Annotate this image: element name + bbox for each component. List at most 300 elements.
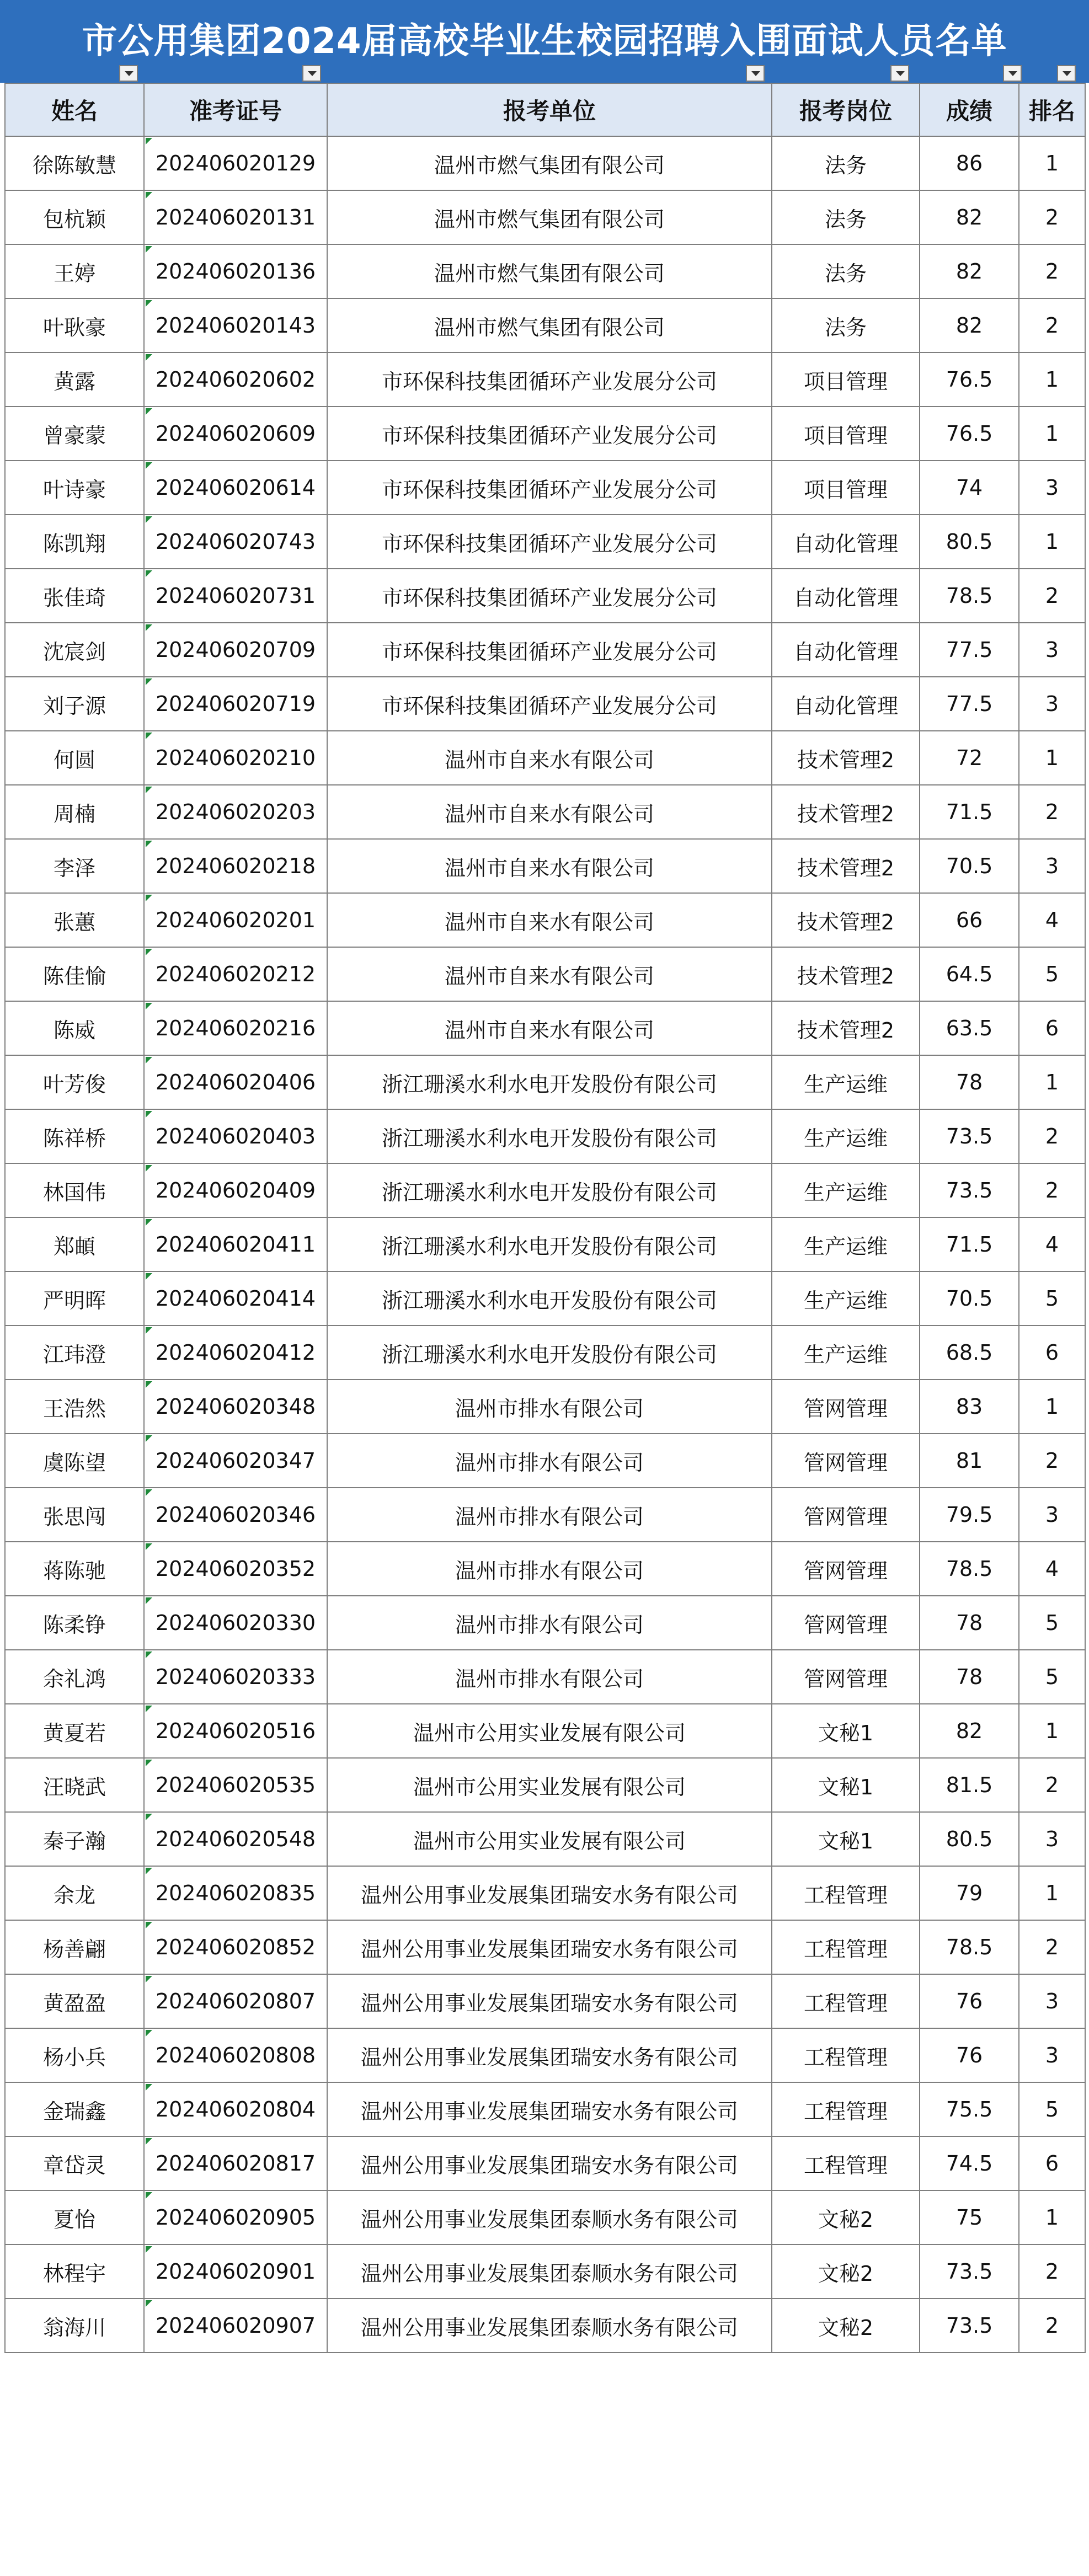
cell-name[interactable]: 张蕙 [5, 893, 144, 947]
cell-position[interactable]: 自动化管理 [772, 623, 920, 677]
cell-position[interactable]: 技术管理2 [772, 731, 920, 785]
table-row[interactable] [5, 1596, 1085, 1650]
cell-name[interactable]: 王婷 [5, 244, 144, 298]
table-row[interactable] [5, 1434, 1085, 1488]
cell-score[interactable]: 80.5 [920, 1812, 1019, 1866]
cell-rank[interactable]: 3 [1019, 677, 1085, 731]
cell-exam-id[interactable]: 202406020602 [144, 352, 327, 407]
cell-name[interactable]: 金瑞鑫 [5, 2082, 144, 2136]
cell-exam-id[interactable]: 202406020412 [144, 1326, 327, 1380]
cell-name[interactable]: 刘子源 [5, 677, 144, 731]
table-row[interactable] [5, 1758, 1085, 1812]
cell-exam-id[interactable]: 202406020535 [144, 1758, 327, 1812]
cell-name[interactable]: 林程宇 [5, 2244, 144, 2299]
cell-exam-id[interactable]: 202406020804 [144, 2082, 327, 2136]
cell-unit[interactable]: 浙江珊溪水利水电开发股份有限公司 [327, 1217, 772, 1271]
cell-exam-id[interactable]: 202406020719 [144, 677, 327, 731]
cell-position[interactable]: 管网管理 [772, 1650, 920, 1704]
cell-exam-id[interactable]: 202406020852 [144, 1920, 327, 1974]
cell-score[interactable]: 78 [920, 1055, 1019, 1109]
cell-exam-id[interactable]: 202406020901 [144, 2244, 327, 2299]
table-row[interactable] [5, 461, 1085, 515]
cell-unit[interactable]: 温州市公用实业发展有限公司 [327, 1812, 772, 1866]
cell-exam-id[interactable]: 202406020348 [144, 1380, 327, 1434]
cell-unit[interactable]: 温州公用事业发展集团瑞安水务有限公司 [327, 2136, 772, 2190]
cell-unit[interactable]: 市环保科技集团循环产业发展分公司 [327, 623, 772, 677]
cell-score[interactable]: 73.5 [920, 1109, 1019, 1163]
cell-unit[interactable]: 温州市自来水有限公司 [327, 947, 772, 1001]
cell-position[interactable]: 生产运维 [772, 1109, 920, 1163]
table-row[interactable] [5, 244, 1085, 298]
cell-exam-id[interactable]: 202406020548 [144, 1812, 327, 1866]
table-row[interactable] [5, 136, 1085, 190]
cell-unit[interactable]: 温州公用事业发展集团泰顺水务有限公司 [327, 2244, 772, 2299]
cell-position[interactable]: 文秘2 [772, 2190, 920, 2244]
cell-name[interactable]: 郑頔 [5, 1217, 144, 1271]
cell-position[interactable]: 生产运维 [772, 1326, 920, 1380]
cell-name[interactable]: 李泽 [5, 839, 144, 893]
cell-score[interactable]: 78 [920, 1596, 1019, 1650]
table-row[interactable] [5, 623, 1085, 677]
cell-rank[interactable]: 2 [1019, 569, 1085, 623]
cell-position[interactable]: 工程管理 [772, 2082, 920, 2136]
table-row[interactable] [5, 298, 1085, 352]
cell-rank[interactable]: 3 [1019, 1812, 1085, 1866]
cell-score[interactable]: 76.5 [920, 407, 1019, 461]
cell-rank[interactable]: 6 [1019, 2136, 1085, 2190]
cell-position[interactable]: 文秘1 [772, 1704, 920, 1758]
cell-exam-id[interactable]: 202406020808 [144, 2028, 327, 2082]
filter-dropdown-score-icon[interactable] [1003, 65, 1022, 82]
cell-exam-id[interactable]: 202406020406 [144, 1055, 327, 1109]
cell-rank[interactable]: 3 [1019, 623, 1085, 677]
cell-unit[interactable]: 温州市自来水有限公司 [327, 839, 772, 893]
table-row[interactable] [5, 893, 1085, 947]
cell-unit[interactable]: 温州市排水有限公司 [327, 1434, 772, 1488]
cell-unit[interactable]: 温州市排水有限公司 [327, 1650, 772, 1704]
table-row[interactable] [5, 2190, 1085, 2244]
cell-score[interactable]: 74 [920, 461, 1019, 515]
cell-score[interactable]: 73.5 [920, 2299, 1019, 2353]
cell-name[interactable]: 张思闯 [5, 1488, 144, 1542]
cell-exam-id[interactable]: 202406020136 [144, 244, 327, 298]
cell-score[interactable]: 63.5 [920, 1001, 1019, 1055]
cell-exam-id[interactable]: 202406020352 [144, 1542, 327, 1596]
cell-unit[interactable]: 浙江珊溪水利水电开发股份有限公司 [327, 1326, 772, 1380]
cell-position[interactable]: 法务 [772, 190, 920, 244]
cell-rank[interactable]: 1 [1019, 1055, 1085, 1109]
cell-position[interactable]: 自动化管理 [772, 569, 920, 623]
cell-rank[interactable]: 2 [1019, 2299, 1085, 2353]
cell-unit[interactable]: 温州市自来水有限公司 [327, 1001, 772, 1055]
cell-position[interactable]: 技术管理2 [772, 1001, 920, 1055]
cell-unit[interactable]: 温州市公用实业发展有限公司 [327, 1758, 772, 1812]
cell-unit[interactable]: 温州公用事业发展集团瑞安水务有限公司 [327, 2028, 772, 2082]
table-row[interactable] [5, 1488, 1085, 1542]
table-row[interactable] [5, 407, 1085, 461]
cell-name[interactable]: 王浩然 [5, 1380, 144, 1434]
cell-position[interactable]: 项目管理 [772, 461, 920, 515]
column-header-unit[interactable]: 报考单位 [327, 83, 772, 136]
cell-name[interactable]: 严明晖 [5, 1271, 144, 1326]
cell-score[interactable]: 82 [920, 190, 1019, 244]
table-row[interactable] [5, 1866, 1085, 1920]
cell-unit[interactable]: 温州市燃气集团有限公司 [327, 190, 772, 244]
table-row[interactable] [5, 1217, 1085, 1271]
cell-position[interactable]: 自动化管理 [772, 515, 920, 569]
cell-unit[interactable]: 浙江珊溪水利水电开发股份有限公司 [327, 1271, 772, 1326]
cell-exam-id[interactable]: 202406020129 [144, 136, 327, 190]
table-row[interactable] [5, 1812, 1085, 1866]
cell-name[interactable]: 余礼鸿 [5, 1650, 144, 1704]
cell-name[interactable]: 蒋陈驰 [5, 1542, 144, 1596]
cell-exam-id[interactable]: 202406020333 [144, 1650, 327, 1704]
cell-name[interactable]: 叶耿豪 [5, 298, 144, 352]
cell-name[interactable]: 陈佳愉 [5, 947, 144, 1001]
cell-name[interactable]: 黄盈盈 [5, 1974, 144, 2028]
cell-name[interactable]: 杨善翩 [5, 1920, 144, 1974]
cell-rank[interactable]: 5 [1019, 1650, 1085, 1704]
cell-position[interactable]: 管网管理 [772, 1434, 920, 1488]
cell-exam-id[interactable]: 202406020210 [144, 731, 327, 785]
table-row[interactable] [5, 1380, 1085, 1434]
cell-position[interactable]: 文秘2 [772, 2299, 920, 2353]
cell-rank[interactable]: 1 [1019, 352, 1085, 407]
cell-rank[interactable]: 2 [1019, 298, 1085, 352]
cell-exam-id[interactable]: 202406020203 [144, 785, 327, 839]
cell-rank[interactable]: 1 [1019, 2190, 1085, 2244]
cell-exam-id[interactable]: 202406020807 [144, 1974, 327, 2028]
column-header-score[interactable]: 成绩 [920, 83, 1019, 136]
cell-name[interactable]: 汪晓武 [5, 1758, 144, 1812]
cell-rank[interactable]: 2 [1019, 1758, 1085, 1812]
cell-unit[interactable]: 温州市自来水有限公司 [327, 893, 772, 947]
cell-name[interactable]: 江玮澄 [5, 1326, 144, 1380]
cell-position[interactable]: 项目管理 [772, 352, 920, 407]
cell-unit[interactable]: 温州市排水有限公司 [327, 1488, 772, 1542]
cell-unit[interactable]: 市环保科技集团循环产业发展分公司 [327, 515, 772, 569]
cell-exam-id[interactable]: 202406020731 [144, 569, 327, 623]
cell-unit[interactable]: 温州市燃气集团有限公司 [327, 244, 772, 298]
cell-exam-id[interactable]: 202406020212 [144, 947, 327, 1001]
cell-rank[interactable]: 5 [1019, 2082, 1085, 2136]
cell-score[interactable]: 82 [920, 244, 1019, 298]
cell-score[interactable]: 76 [920, 1974, 1019, 2028]
cell-position[interactable]: 法务 [772, 136, 920, 190]
cell-position[interactable]: 自动化管理 [772, 677, 920, 731]
filter-dropdown-position-icon[interactable] [890, 65, 909, 82]
cell-rank[interactable]: 4 [1019, 1217, 1085, 1271]
cell-score[interactable]: 82 [920, 298, 1019, 352]
cell-unit[interactable]: 浙江珊溪水利水电开发股份有限公司 [327, 1055, 772, 1109]
cell-exam-id[interactable]: 202406020907 [144, 2299, 327, 2353]
cell-rank[interactable]: 1 [1019, 515, 1085, 569]
cell-rank[interactable]: 3 [1019, 461, 1085, 515]
cell-score[interactable]: 75 [920, 2190, 1019, 2244]
cell-rank[interactable]: 2 [1019, 244, 1085, 298]
table-row[interactable] [5, 515, 1085, 569]
cell-position[interactable]: 技术管理2 [772, 839, 920, 893]
cell-score[interactable]: 80.5 [920, 515, 1019, 569]
cell-name[interactable]: 陈祥桥 [5, 1109, 144, 1163]
column-header-exam-id[interactable]: 准考证号 [144, 83, 327, 136]
cell-rank[interactable]: 3 [1019, 1488, 1085, 1542]
cell-exam-id[interactable]: 202406020201 [144, 893, 327, 947]
cell-exam-id[interactable]: 202406020817 [144, 2136, 327, 2190]
table-row[interactable] [5, 352, 1085, 407]
cell-rank[interactable]: 6 [1019, 1326, 1085, 1380]
cell-unit[interactable]: 温州市燃气集团有限公司 [327, 136, 772, 190]
cell-exam-id[interactable]: 202406020346 [144, 1488, 327, 1542]
cell-rank[interactable]: 2 [1019, 1920, 1085, 1974]
cell-name[interactable]: 包杭颖 [5, 190, 144, 244]
cell-score[interactable]: 81 [920, 1434, 1019, 1488]
table-row[interactable] [5, 1271, 1085, 1326]
candidate-table [4, 83, 1086, 2353]
cell-rank[interactable]: 1 [1019, 731, 1085, 785]
cell-unit[interactable]: 温州公用事业发展集团瑞安水务有限公司 [327, 1974, 772, 2028]
cell-unit[interactable]: 温州市燃气集团有限公司 [327, 298, 772, 352]
cell-unit[interactable]: 浙江珊溪水利水电开发股份有限公司 [327, 1163, 772, 1217]
cell-score[interactable]: 82 [920, 1704, 1019, 1758]
cell-unit[interactable]: 市环保科技集团循环产业发展分公司 [327, 677, 772, 731]
cell-name[interactable]: 林国伟 [5, 1163, 144, 1217]
cell-exam-id[interactable]: 202406020403 [144, 1109, 327, 1163]
table-row[interactable] [5, 2299, 1085, 2353]
table-row[interactable] [5, 947, 1085, 1001]
cell-position[interactable]: 技术管理2 [772, 785, 920, 839]
table-row[interactable] [5, 1650, 1085, 1704]
cell-position[interactable]: 法务 [772, 298, 920, 352]
cell-position[interactable]: 文秘1 [772, 1758, 920, 1812]
cell-position[interactable]: 法务 [772, 244, 920, 298]
table-row[interactable] [5, 1055, 1085, 1109]
table-row[interactable] [5, 2136, 1085, 2190]
cell-position[interactable]: 工程管理 [772, 1920, 920, 1974]
cell-name[interactable]: 陈柔铮 [5, 1596, 144, 1650]
cell-position[interactable]: 工程管理 [772, 1866, 920, 1920]
cell-name[interactable]: 曾豪蒙 [5, 407, 144, 461]
cell-rank[interactable]: 5 [1019, 947, 1085, 1001]
cell-unit[interactable]: 市环保科技集团循环产业发展分公司 [327, 461, 772, 515]
column-header-name[interactable]: 姓名 [5, 83, 144, 136]
cell-exam-id[interactable]: 202406020614 [144, 461, 327, 515]
cell-unit[interactable]: 温州市自来水有限公司 [327, 785, 772, 839]
cell-unit[interactable]: 市环保科技集团循环产业发展分公司 [327, 407, 772, 461]
cell-position[interactable]: 生产运维 [772, 1271, 920, 1326]
cell-name[interactable]: 黄夏若 [5, 1704, 144, 1758]
filter-dropdown-unit-icon[interactable] [746, 65, 765, 82]
cell-name[interactable]: 杨小兵 [5, 2028, 144, 2082]
cell-name[interactable]: 余龙 [5, 1866, 144, 1920]
cell-name[interactable]: 徐陈敏慧 [5, 136, 144, 190]
cell-unit[interactable]: 温州公用事业发展集团泰顺水务有限公司 [327, 2299, 772, 2353]
table-row[interactable] [5, 1326, 1085, 1380]
cell-score[interactable]: 71.5 [920, 785, 1019, 839]
cell-name[interactable]: 虞陈望 [5, 1434, 144, 1488]
cell-position[interactable]: 管网管理 [772, 1380, 920, 1434]
cell-rank[interactable]: 2 [1019, 1434, 1085, 1488]
cell-name[interactable]: 黄露 [5, 352, 144, 407]
cell-name[interactable]: 夏怡 [5, 2190, 144, 2244]
cell-position[interactable]: 生产运维 [772, 1163, 920, 1217]
cell-score[interactable]: 76 [920, 2028, 1019, 2082]
cell-exam-id[interactable]: 202406020516 [144, 1704, 327, 1758]
table-row[interactable] [5, 1704, 1085, 1758]
cell-exam-id[interactable]: 202406020347 [144, 1434, 327, 1488]
table-row[interactable] [5, 1542, 1085, 1596]
cell-name[interactable]: 何圆 [5, 731, 144, 785]
cell-exam-id[interactable]: 202406020835 [144, 1866, 327, 1920]
cell-rank[interactable]: 2 [1019, 2244, 1085, 2299]
cell-unit[interactable]: 温州公用事业发展集团瑞安水务有限公司 [327, 1920, 772, 1974]
cell-unit[interactable]: 温州市自来水有限公司 [327, 731, 772, 785]
cell-exam-id[interactable]: 202406020330 [144, 1596, 327, 1650]
cell-position[interactable]: 生产运维 [772, 1217, 920, 1271]
cell-position[interactable]: 管网管理 [772, 1488, 920, 1542]
cell-name[interactable]: 陈威 [5, 1001, 144, 1055]
table-row[interactable] [5, 569, 1085, 623]
cell-position[interactable]: 项目管理 [772, 407, 920, 461]
cell-score[interactable]: 70.5 [920, 839, 1019, 893]
cell-unit[interactable]: 浙江珊溪水利水电开发股份有限公司 [327, 1109, 772, 1163]
cell-score[interactable]: 75.5 [920, 2082, 1019, 2136]
cell-rank[interactable]: 2 [1019, 190, 1085, 244]
cell-exam-id[interactable]: 202406020409 [144, 1163, 327, 1217]
cell-rank[interactable]: 2 [1019, 785, 1085, 839]
table-row[interactable] [5, 190, 1085, 244]
cell-rank[interactable]: 6 [1019, 1001, 1085, 1055]
filter-dropdown-rank-icon[interactable] [1057, 65, 1076, 82]
cell-score[interactable]: 74.5 [920, 2136, 1019, 2190]
cell-score[interactable]: 77.5 [920, 623, 1019, 677]
cell-name[interactable]: 沈宸剑 [5, 623, 144, 677]
cell-unit[interactable]: 温州市排水有限公司 [327, 1380, 772, 1434]
cell-rank[interactable]: 3 [1019, 1974, 1085, 2028]
table-row[interactable] [5, 1109, 1085, 1163]
cell-score[interactable]: 68.5 [920, 1326, 1019, 1380]
cell-rank[interactable]: 3 [1019, 839, 1085, 893]
cell-score[interactable]: 77.5 [920, 677, 1019, 731]
cell-position[interactable]: 工程管理 [772, 2136, 920, 2190]
table-row[interactable] [5, 1974, 1085, 2028]
cell-score[interactable]: 73.5 [920, 1163, 1019, 1217]
table-row[interactable] [5, 677, 1085, 731]
cell-score[interactable]: 79 [920, 1866, 1019, 1920]
cell-score[interactable]: 64.5 [920, 947, 1019, 1001]
cell-position[interactable]: 生产运维 [772, 1055, 920, 1109]
cell-unit[interactable]: 温州市排水有限公司 [327, 1542, 772, 1596]
cell-exam-id[interactable]: 202406020905 [144, 2190, 327, 2244]
cell-name[interactable]: 叶芳俊 [5, 1055, 144, 1109]
cell-exam-id[interactable]: 202406020131 [144, 190, 327, 244]
cell-position[interactable]: 技术管理2 [772, 947, 920, 1001]
cell-name[interactable]: 叶诗豪 [5, 461, 144, 515]
cell-rank[interactable]: 5 [1019, 1596, 1085, 1650]
table-row[interactable] [5, 1920, 1085, 1974]
cell-score[interactable]: 76.5 [920, 352, 1019, 407]
cell-position[interactable]: 文秘2 [772, 2244, 920, 2299]
cell-score[interactable]: 71.5 [920, 1217, 1019, 1271]
column-header-rank[interactable]: 排名 [1019, 83, 1085, 136]
cell-position[interactable]: 文秘1 [772, 1812, 920, 1866]
cell-position[interactable]: 管网管理 [772, 1542, 920, 1596]
cell-name[interactable]: 陈凯翔 [5, 515, 144, 569]
cell-score[interactable]: 86 [920, 136, 1019, 190]
cell-position[interactable]: 工程管理 [772, 2028, 920, 2082]
cell-exam-id[interactable]: 202406020414 [144, 1271, 327, 1326]
table-row[interactable] [5, 839, 1085, 893]
cell-exam-id[interactable]: 202406020609 [144, 407, 327, 461]
table-row[interactable] [5, 1001, 1085, 1055]
cell-rank[interactable]: 4 [1019, 1542, 1085, 1596]
table-row[interactable] [5, 2244, 1085, 2299]
cell-unit[interactable]: 温州公用事业发展集团瑞安水务有限公司 [327, 2082, 772, 2136]
cell-score[interactable]: 78.5 [920, 1542, 1019, 1596]
cell-rank[interactable]: 4 [1019, 893, 1085, 947]
cell-name[interactable]: 章岱灵 [5, 2136, 144, 2190]
cell-exam-id[interactable]: 202406020218 [144, 839, 327, 893]
cell-score[interactable]: 78.5 [920, 1920, 1019, 1974]
cell-exam-id[interactable]: 202406020411 [144, 1217, 327, 1271]
cell-name[interactable]: 周楠 [5, 785, 144, 839]
cell-position[interactable]: 管网管理 [772, 1596, 920, 1650]
cell-unit[interactable]: 温州公用事业发展集团瑞安水务有限公司 [327, 1866, 772, 1920]
cell-name[interactable]: 翁海川 [5, 2299, 144, 2353]
cell-score[interactable]: 81.5 [920, 1758, 1019, 1812]
cell-score[interactable]: 83 [920, 1380, 1019, 1434]
cell-rank[interactable]: 1 [1019, 1866, 1085, 1920]
cell-unit[interactable]: 温州公用事业发展集团泰顺水务有限公司 [327, 2190, 772, 2244]
cell-score[interactable]: 66 [920, 893, 1019, 947]
cell-score[interactable]: 78.5 [920, 569, 1019, 623]
cell-name[interactable]: 秦子瀚 [5, 1812, 144, 1866]
table-row[interactable] [5, 731, 1085, 785]
cell-exam-id[interactable]: 202406020216 [144, 1001, 327, 1055]
cell-unit[interactable]: 市环保科技集团循环产业发展分公司 [327, 352, 772, 407]
cell-unit[interactable]: 温州市公用实业发展有限公司 [327, 1704, 772, 1758]
cell-score[interactable]: 78 [920, 1650, 1019, 1704]
cell-score[interactable]: 72 [920, 731, 1019, 785]
cell-position[interactable]: 工程管理 [772, 1974, 920, 2028]
cell-score[interactable]: 73.5 [920, 2244, 1019, 2299]
cell-rank[interactable]: 2 [1019, 1163, 1085, 1217]
cell-rank[interactable]: 3 [1019, 2028, 1085, 2082]
table-row[interactable] [5, 2028, 1085, 2082]
cell-rank[interactable]: 2 [1019, 1109, 1085, 1163]
cell-exam-id[interactable]: 202406020143 [144, 298, 327, 352]
cell-position[interactable]: 技术管理2 [772, 893, 920, 947]
cell-rank[interactable]: 5 [1019, 1271, 1085, 1326]
column-header-position[interactable]: 报考岗位 [772, 83, 920, 136]
cell-rank[interactable]: 1 [1019, 136, 1085, 190]
cell-rank[interactable]: 1 [1019, 407, 1085, 461]
cell-unit[interactable]: 市环保科技集团循环产业发展分公司 [327, 569, 772, 623]
cell-name[interactable]: 张佳琦 [5, 569, 144, 623]
cell-score[interactable]: 79.5 [920, 1488, 1019, 1542]
cell-exam-id[interactable]: 202406020743 [144, 515, 327, 569]
cell-rank[interactable]: 1 [1019, 1704, 1085, 1758]
table-row[interactable] [5, 1163, 1085, 1217]
cell-exam-id[interactable]: 202406020709 [144, 623, 327, 677]
table-row[interactable] [5, 785, 1085, 839]
cell-rank[interactable]: 1 [1019, 1380, 1085, 1434]
cell-score[interactable]: 70.5 [920, 1271, 1019, 1326]
filter-dropdown-name-icon[interactable] [119, 65, 138, 82]
table-row[interactable] [5, 2082, 1085, 2136]
cell-unit[interactable]: 温州市排水有限公司 [327, 1596, 772, 1650]
filter-dropdown-exam-id-icon[interactable] [302, 65, 321, 82]
